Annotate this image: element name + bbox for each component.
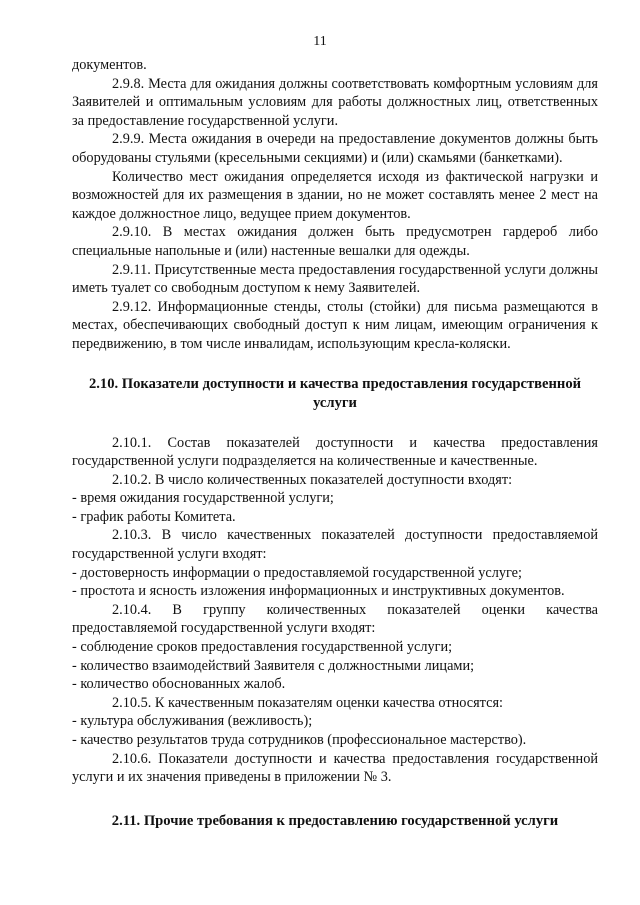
document-body bbox=[72, 56, 598, 831]
list-item: - культура обслуживания (вежливость); bbox=[72, 713, 313, 730]
paragraph-2-10-6: 2.10.6. Показатели доступности и качества предоставления государственной услуги и их значения приведены в приложении № 3. bbox=[72, 750, 598, 786]
paragraph-2-10-4: 2.10.4. В группу количественных показателей оценки качества предоставляемой государственной услуги входят: bbox=[72, 601, 598, 637]
paragraph-waiting-seats: Количество мест ожидания определяется исходя из фактической нагрузки и возможностей для их размещения в здании, но не может составлять менее 2 мест на каждое должностное лицо, ведущее прием документов. bbox=[72, 168, 598, 222]
list-item: - простота и ясность изложения информационных и инструктивных документов. bbox=[72, 583, 565, 600]
list-item: - достоверность информации о предоставляемой государственной услуге; bbox=[72, 564, 522, 581]
paragraph-2-10-2: 2.10.2. В число количественных показателей доступности входят: bbox=[112, 471, 513, 488]
paragraph-2-9-11: 2.9.11. Присутственные места предоставления государственной услуги должны иметь туалет со свободным доступом к нему Заявителей. bbox=[72, 261, 598, 297]
paragraph-2-9-9: 2.9.9. Места ожидания в очереди на предоставление документов должны быть оборудованы стульями (кресельными секциями) и (или) скамьями (банкетками). bbox=[72, 131, 598, 166]
paragraph-2-9-12: 2.9.12. Информационные стенды, столы (стойки) для письма размещаются в местах, обеспечивающих свободный доступ к ним лицам, имеющим ограничения к передвижению, в том числе инвалидам, использующим кресла-коляски. bbox=[72, 298, 598, 352]
section-heading-2-11: 2.11. Прочие требования к предоставлению государственной услуги bbox=[111, 812, 559, 829]
page-number: 11 bbox=[313, 34, 327, 49]
section-heading-2-10: 2.10. Показатели доступности и качества предоставления государственной услуги bbox=[88, 375, 582, 411]
list-item: - график работы Комитета. bbox=[72, 508, 236, 525]
list-item: - количество обоснованных жалоб. bbox=[72, 676, 286, 693]
paragraph-2-10-3: 2.10.3. В число качественных показателей доступности предоставляемой государственной услуги входят: bbox=[72, 527, 598, 563]
paragraph-continuation: документов. bbox=[72, 57, 147, 73]
list-item: - соблюдение сроков предоставления государственной услуги; bbox=[72, 639, 453, 656]
paragraph-2-10-1: 2.10.1. Состав показателей доступности и качества предоставления государственной услуги подразделяется на количественные и качественные. bbox=[72, 434, 598, 470]
list-item: - время ожидания государственной услуги; bbox=[72, 490, 334, 507]
list-item: - количество взаимодействий Заявителя с должностными лицами; bbox=[72, 657, 475, 674]
list-item: - качество результатов труда сотрудников (профессиональное мастерство). bbox=[72, 732, 527, 748]
paragraph-2-10-5: 2.10.5. К качественным показателям оценки качества относятся: bbox=[112, 694, 503, 711]
paragraph-2-9-8: 2.9.8. Места для ожидания должны соответствовать комфортным условиям для Заявителей и оптимальным условиям для работы должностных лиц, ответственных за предоставление государственной услуги. bbox=[72, 75, 598, 129]
paragraph-2-9-10: 2.9.10. В местах ожидания должен быть предусмотрен гардероб либо специальные напольные и (или) настенные вешалки для одежды. bbox=[72, 224, 598, 259]
